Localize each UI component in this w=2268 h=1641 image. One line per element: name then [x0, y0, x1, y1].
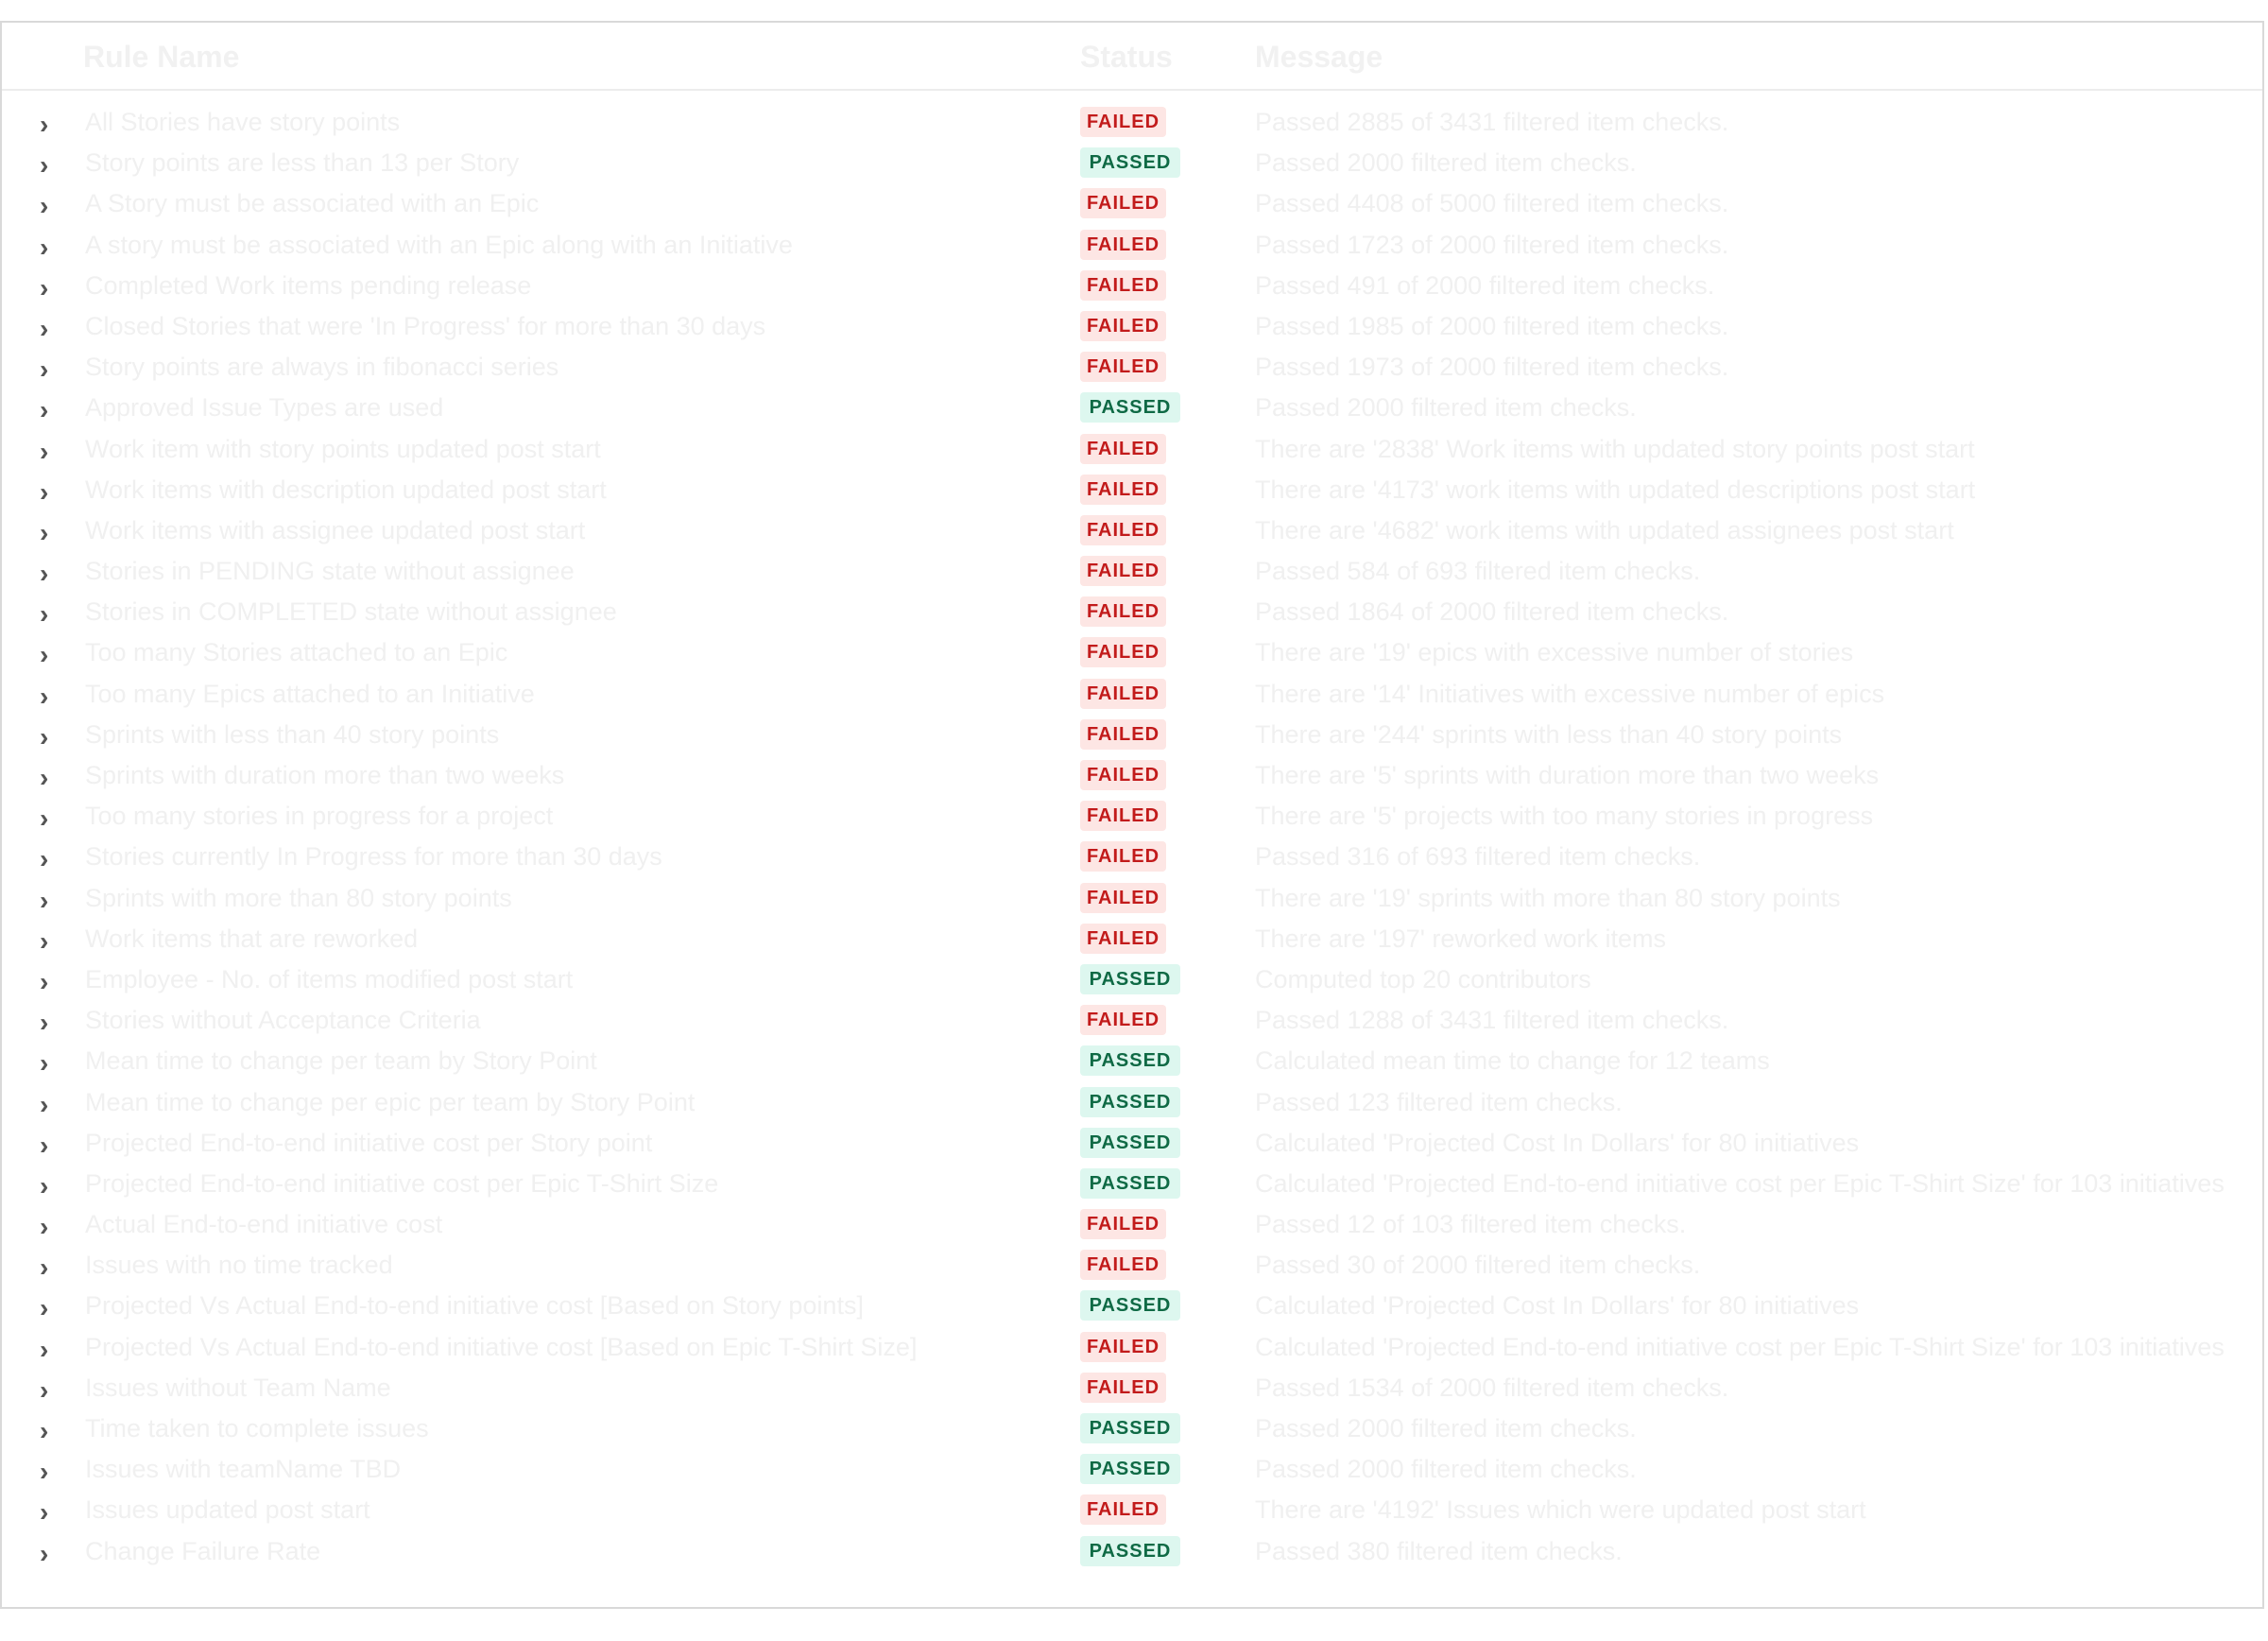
rule-name-cell: Change Failure Rate — [85, 1536, 321, 1565]
status-badge: PASSED — [1080, 1087, 1180, 1117]
message-cell: There are '19' sprints with more than 80 story points — [1255, 883, 1841, 912]
status-badge: FAILED — [1080, 434, 1166, 464]
chevron-right-icon[interactable]: › — [40, 1048, 49, 1079]
status-badge: FAILED — [1080, 188, 1166, 218]
table-row[interactable] — [2, 1327, 2262, 1368]
message-cell: There are '4682' work items with updated assignees post start — [1255, 515, 1954, 544]
status-badge: FAILED — [1080, 1332, 1166, 1362]
status-badge: PASSED — [1080, 964, 1180, 994]
chevron-right-icon[interactable]: › — [40, 599, 49, 630]
chevron-right-icon[interactable]: › — [40, 559, 49, 589]
table-row[interactable] — [2, 347, 2262, 388]
status-badge: FAILED — [1080, 1005, 1166, 1035]
rule-name-cell: A Story must be associated with an Epic — [85, 189, 540, 218]
chevron-right-icon[interactable]: › — [40, 1130, 49, 1160]
message-cell: There are '5' sprints with duration more than two weeks — [1255, 761, 1880, 789]
message-cell: Passed 123 filtered item checks. — [1255, 1087, 1623, 1116]
rule-name-cell: All Stories have story points — [85, 108, 401, 136]
status-badge: FAILED — [1080, 1209, 1166, 1239]
rule-name-cell: Sprints with more than 80 story points — [85, 883, 512, 912]
chevron-right-icon[interactable]: › — [40, 232, 49, 262]
status-badge: PASSED — [1080, 147, 1180, 178]
status-badge: PASSED — [1080, 1045, 1180, 1076]
rule-name-cell: Sprints with duration more than two weeks — [85, 761, 565, 789]
rule-name-cell: Too many stories in progress for a project — [85, 802, 554, 831]
status-badge: FAILED — [1080, 352, 1166, 382]
table-row[interactable] — [2, 551, 2262, 592]
status-badge: FAILED — [1080, 475, 1166, 505]
table-row[interactable] — [2, 919, 2262, 959]
status-badge: PASSED — [1080, 392, 1180, 423]
message-cell: Passed 2885 of 3431 filtered item checks. — [1255, 108, 1729, 136]
message-cell: Passed 491 of 2000 filtered item checks. — [1255, 270, 1715, 300]
chevron-right-icon[interactable]: › — [40, 354, 49, 385]
chevron-right-icon[interactable]: › — [40, 436, 49, 466]
table-row[interactable] — [2, 429, 2262, 470]
chevron-right-icon[interactable]: › — [40, 191, 49, 221]
message-cell: Computed top 20 contributors — [1255, 964, 1591, 993]
message-cell: Passed 2000 filtered item checks. — [1255, 393, 1637, 423]
message-cell: Passed 1985 of 2000 filtered item checks. — [1255, 311, 1729, 340]
status-badge: FAILED — [1080, 1373, 1166, 1403]
chevron-right-icon[interactable]: › — [40, 1293, 49, 1323]
status-badge: FAILED — [1080, 556, 1166, 586]
status-badge: FAILED — [1080, 801, 1166, 831]
message-cell: There are '4192' Issues which were updated post start — [1255, 1495, 1866, 1525]
message-cell: Passed 30 of 2000 filtered item checks. — [1255, 1251, 1701, 1280]
table-row[interactable] — [2, 1041, 2262, 1081]
message-cell: There are '14' Initiatives with excessive number of epics — [1255, 679, 1885, 708]
table-row[interactable] — [2, 959, 2262, 1000]
message-cell: Passed 316 of 693 filtered item checks. — [1255, 842, 1701, 872]
message-cell: There are '2838' Work items with updated story points post start — [1255, 434, 1975, 463]
rule-name-cell: Work items with description updated post start — [85, 475, 607, 504]
table-row[interactable] — [2, 632, 2262, 673]
table-row[interactable] — [2, 1164, 2262, 1204]
chevron-right-icon[interactable]: › — [40, 476, 49, 507]
rule-name-cell: Projected End-to-end initiative cost per Story point — [85, 1128, 653, 1157]
message-cell: There are '4173' work items with updated descriptions post start — [1255, 475, 1976, 504]
table-row[interactable] — [2, 1245, 2262, 1286]
chevron-right-icon[interactable]: › — [40, 763, 49, 792]
chevron-right-icon[interactable]: › — [40, 1497, 49, 1528]
table-row[interactable] — [2, 1368, 2262, 1408]
rules-table — [0, 21, 2264, 1609]
chevron-right-icon[interactable]: › — [40, 640, 49, 670]
table-row[interactable] — [2, 102, 2262, 143]
header-status[interactable]: Status — [1080, 40, 1173, 74]
chevron-right-icon[interactable]: › — [40, 1457, 49, 1487]
chevron-right-icon[interactable]: › — [40, 395, 49, 425]
rule-name-cell: Projected Vs Actual End-to-end initiative cost [Based on Epic T-Shirt Size] — [85, 1332, 918, 1361]
chevron-right-icon[interactable]: › — [40, 1374, 49, 1405]
message-cell: Passed 2000 filtered item checks. — [1255, 1455, 1637, 1484]
rule-name-cell: Issues with no time tracked — [85, 1251, 393, 1280]
message-cell: There are '19' epics with excessive number of stories — [1255, 638, 1854, 667]
table-body — [2, 102, 2262, 1572]
message-cell: Passed 1973 of 2000 filtered item checks. — [1255, 353, 1729, 382]
table-row[interactable] — [2, 143, 2262, 183]
chevron-right-icon[interactable]: › — [40, 844, 49, 874]
status-badge: PASSED — [1080, 1413, 1180, 1443]
message-cell: There are '5' projects with too many stories in progress — [1255, 802, 1874, 831]
chevron-right-icon[interactable]: › — [40, 150, 49, 181]
status-badge: FAILED — [1080, 311, 1166, 341]
chevron-right-icon[interactable]: › — [40, 517, 49, 547]
message-cell: Passed 584 of 693 filtered item checks. — [1255, 557, 1701, 586]
status-badge: FAILED — [1080, 1494, 1166, 1525]
chevron-right-icon[interactable]: › — [40, 272, 49, 302]
table-row[interactable] — [2, 1449, 2262, 1490]
rule-name-cell: Issues updated post start — [85, 1495, 370, 1525]
table-row[interactable] — [2, 470, 2262, 510]
rule-name-cell: Mean time to change per team by Story Point — [85, 1046, 597, 1076]
rule-name-cell: Time taken to complete issues — [85, 1414, 429, 1442]
rule-name-cell: Too many Stories attached to an Epic — [85, 638, 508, 667]
rule-name-cell: Actual End-to-end initiative cost — [85, 1210, 443, 1239]
status-badge: PASSED — [1080, 1290, 1180, 1321]
rule-name-cell: Stories without Acceptance Criteria — [85, 1006, 481, 1035]
rule-name-cell: Issues without Team Name — [85, 1373, 391, 1402]
table-row[interactable] — [2, 1490, 2262, 1530]
chevron-right-icon[interactable]: › — [40, 1212, 49, 1242]
header-message[interactable]: Message — [1255, 40, 1383, 74]
table-row[interactable] — [2, 878, 2262, 919]
status-badge: FAILED — [1080, 719, 1166, 750]
status-badge: FAILED — [1080, 270, 1166, 301]
status-badge: FAILED — [1080, 841, 1166, 872]
table-row[interactable] — [2, 510, 2262, 551]
message-cell: Calculated 'Projected End-to-end initiative cost per Epic T-Shirt Size' for 103 initiatives — [1255, 1168, 2225, 1198]
message-cell: Passed 2000 filtered item checks. — [1255, 148, 1637, 178]
chevron-right-icon[interactable]: › — [40, 110, 49, 139]
rule-name-cell: Sprints with less than 40 story points — [85, 719, 500, 749]
chevron-right-icon[interactable]: › — [40, 1252, 49, 1283]
rule-name-cell: Projected End-to-end initiative cost per Epic T-Shirt Size — [85, 1168, 719, 1198]
table-row[interactable] — [2, 306, 2262, 347]
status-badge: FAILED — [1080, 883, 1166, 913]
rule-name-cell: Work item with story points updated post start — [85, 434, 601, 463]
table-row[interactable] — [2, 183, 2262, 224]
status-badge: FAILED — [1080, 107, 1166, 137]
rule-name-cell: Projected Vs Actual End-to-end initiative cost [Based on Story points] — [85, 1291, 864, 1321]
message-cell: Passed 1864 of 2000 filtered item checks. — [1255, 597, 1729, 627]
rule-name-cell: Story points are less than 13 per Story — [85, 148, 520, 178]
status-badge: FAILED — [1080, 760, 1166, 790]
table-header — [2, 23, 2262, 91]
chevron-right-icon[interactable]: › — [40, 1334, 49, 1364]
table-row[interactable] — [2, 837, 2262, 877]
rule-name-cell: Mean time to change per epic per team by Story Point — [85, 1087, 696, 1116]
rule-name-cell: Work items with assignee updated post start — [85, 515, 586, 544]
status-badge: PASSED — [1080, 1454, 1180, 1484]
status-badge: FAILED — [1080, 924, 1166, 954]
message-cell: Passed 2000 filtered item checks. — [1255, 1414, 1637, 1442]
status-badge: FAILED — [1080, 596, 1166, 627]
chevron-right-icon[interactable]: › — [40, 885, 49, 915]
chevron-right-icon[interactable]: › — [40, 1008, 49, 1038]
rule-name-cell: Completed Work items pending release — [85, 270, 532, 300]
table-row[interactable] — [2, 1408, 2262, 1449]
status-badge: FAILED — [1080, 515, 1166, 545]
table-row[interactable] — [2, 592, 2262, 632]
status-badge: PASSED — [1080, 1168, 1180, 1199]
status-badge: PASSED — [1080, 1536, 1180, 1566]
chevron-right-icon[interactable]: › — [40, 966, 49, 996]
table-row[interactable] — [2, 388, 2262, 428]
rule-name-cell: Stories in COMPLETED state without assignee — [85, 597, 617, 627]
status-badge: PASSED — [1080, 1128, 1180, 1158]
rule-name-cell: Approved Issue Types are used — [85, 393, 444, 423]
message-cell: There are '197' reworked work items — [1255, 924, 1666, 953]
rule-name-cell: Closed Stories that were 'In Progress' for more than 30 days — [85, 311, 766, 340]
message-cell: Passed 1723 of 2000 filtered item checks. — [1255, 230, 1729, 259]
status-badge: FAILED — [1080, 679, 1166, 709]
message-cell: Passed 380 filtered item checks. — [1255, 1536, 1623, 1565]
chevron-right-icon[interactable]: › — [40, 1089, 49, 1119]
rule-name-cell: A story must be associated with an Epic along with an Initiative — [85, 230, 793, 259]
message-cell: Passed 4408 of 5000 filtered item checks. — [1255, 189, 1729, 218]
chevron-right-icon[interactable]: › — [40, 1170, 49, 1201]
table-row[interactable] — [2, 1204, 2262, 1245]
message-cell: Passed 1288 of 3431 filtered item checks. — [1255, 1006, 1729, 1035]
header-rule-name[interactable]: Rule Name — [83, 40, 240, 74]
chevron-right-icon[interactable]: › — [40, 1416, 49, 1445]
message-cell: Passed 1534 of 2000 filtered item checks. — [1255, 1373, 1729, 1402]
message-cell: Calculated mean time to change for 12 teams — [1255, 1046, 1770, 1076]
chevron-right-icon[interactable]: › — [40, 1538, 49, 1568]
rule-name-cell: Stories currently In Progress for more than 30 days — [85, 842, 662, 872]
rule-name-cell: Too many Epics attached to an Initiative — [85, 679, 535, 708]
message-cell: Calculated 'Projected Cost In Dollars' for 80 initiatives — [1255, 1128, 1860, 1157]
message-cell: Calculated 'Projected End-to-end initiative cost per Epic T-Shirt Size' for 103 initiatives — [1255, 1332, 2225, 1361]
status-badge: FAILED — [1080, 1250, 1166, 1280]
table-row[interactable] — [2, 1286, 2262, 1326]
message-cell: Calculated 'Projected Cost In Dollars' for 80 initiatives — [1255, 1291, 1860, 1321]
message-cell: There are '244' sprints with less than 40 story points — [1255, 719, 1843, 749]
status-badge: FAILED — [1080, 230, 1166, 260]
chevron-right-icon[interactable]: › — [40, 721, 49, 751]
table-row[interactable] — [2, 1123, 2262, 1164]
rule-name-cell: Stories in PENDING state without assignee — [85, 557, 575, 586]
table-row[interactable] — [2, 266, 2262, 306]
rule-name-cell: Work items that are reworked — [85, 924, 419, 953]
rule-name-cell: Story points are always in fibonacci series — [85, 353, 559, 382]
table-row[interactable] — [2, 1082, 2262, 1123]
chevron-right-icon[interactable]: › — [40, 681, 49, 711]
status-badge: FAILED — [1080, 637, 1166, 667]
table-row[interactable] — [2, 796, 2262, 837]
rule-name-cell: Employee - No. of items modified post start — [85, 964, 574, 993]
rule-name-cell: Issues with teamName TBD — [85, 1455, 402, 1484]
table-row[interactable] — [2, 755, 2262, 796]
table-row[interactable] — [2, 1000, 2262, 1041]
chevron-right-icon[interactable]: › — [40, 925, 49, 956]
table-row[interactable] — [2, 715, 2262, 755]
message-cell: Passed 12 of 103 filtered item checks. — [1255, 1210, 1687, 1239]
chevron-right-icon[interactable]: › — [40, 313, 49, 343]
table-row[interactable] — [2, 674, 2262, 715]
chevron-right-icon[interactable]: › — [40, 803, 49, 834]
table-row[interactable] — [2, 225, 2262, 266]
table-row[interactable] — [2, 1531, 2262, 1572]
